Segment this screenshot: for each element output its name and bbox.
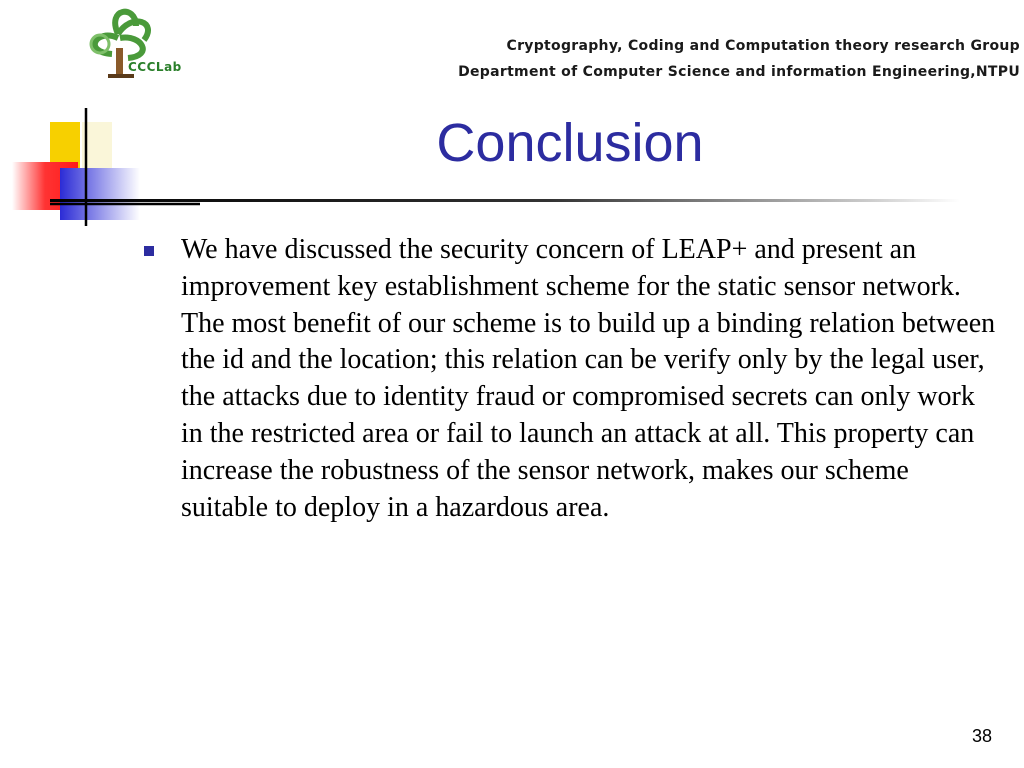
decorative-squares [0,100,200,240]
slide-title: Conclusion [436,113,704,173]
title-divider [50,199,960,202]
logo-text: CCCLab [128,60,182,74]
bullet-text: We have discussed the security concern of LEAP+ and present an improvement key establishment scheme for the static sensor network. The most benefit of our scheme is to build up a binding relation between the id and the location; this relation can be verify only by the legal user, the attacks due to identity fraud or compromised secrets can only work in the restricted area or fail to launch an attack at all. This property can increase the robustness of the sensor network, makes our scheme suitable to deploy in a hazardous area. [181,234,996,523]
header-group-name: Cryptography, Coding and Computation theory research Group [506,38,1020,54]
square-bullet-icon [144,246,154,256]
blue-square [60,168,140,220]
header-department: Department of Computer Science and information Engineering,NTPU [458,64,1020,80]
page-number: 38 [971,726,992,746]
